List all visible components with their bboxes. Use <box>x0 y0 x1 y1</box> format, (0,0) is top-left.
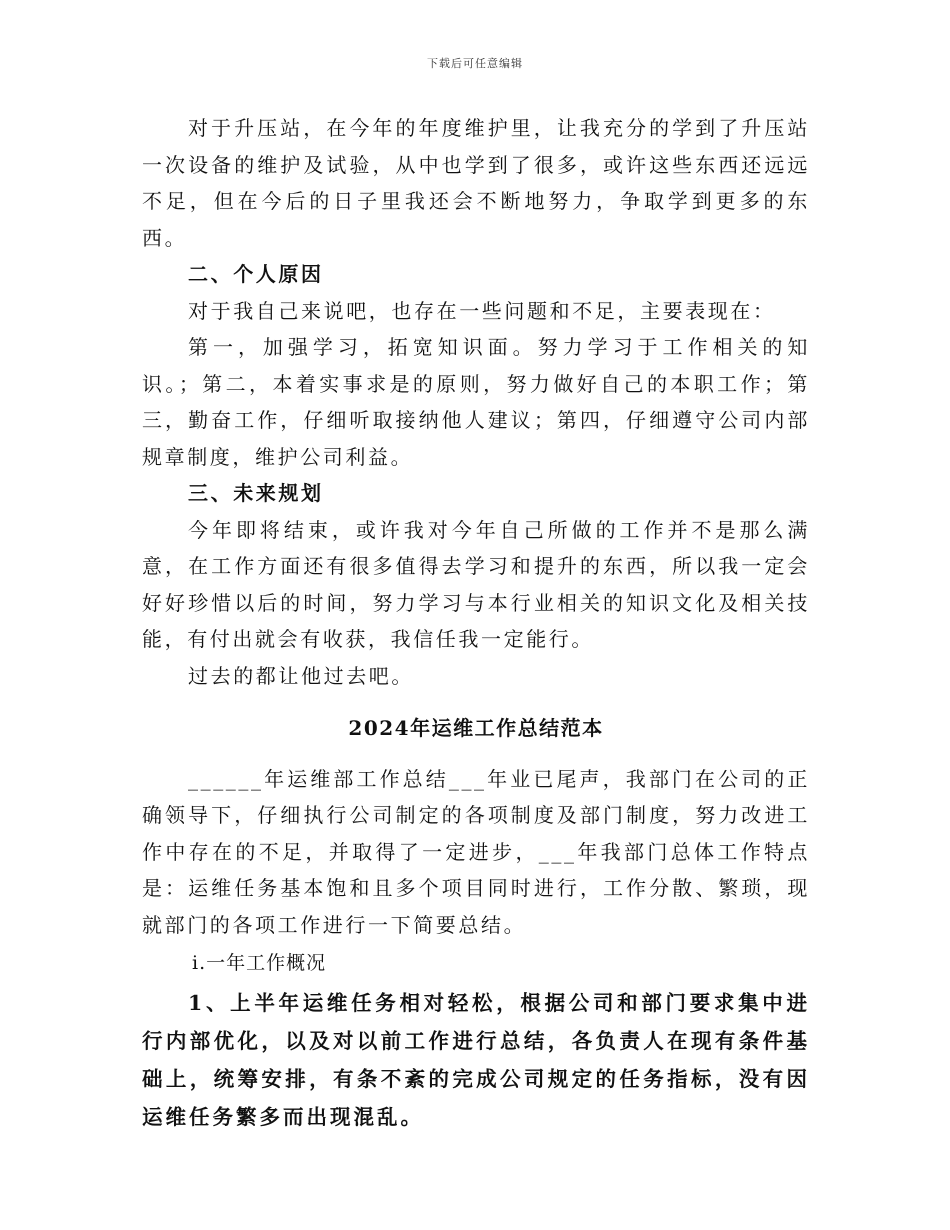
document-body <box>142 110 810 1136</box>
paragraph-problems-intro: 对于我自己来说吧，也存在一些问题和不足，主要表现在： <box>188 298 776 323</box>
paragraph-improvements: 第一，加强学习，拓宽知识面。努力学习于工作相关的知识。；第二，本着实事求是的原则，努力做好自己的本职工作；第三，勤奋工作，仔细听取接纳他人建议；第四，仔细遵守公司内部规章制度，维护公司利益。 <box>142 335 810 469</box>
paragraph-summary-intro: ______年运维部工作总结___年业已尾声，我部门在公司的正确领导下，仔细执行公司制定的各项制度及部门制度，努力改进工作中存在的不足，并取得了一定进步，___年我部门总体工作特点是：运维任务基本饱和且多个项目同时进行，工作分散、繁琐，现就部门的各项工作进行一下简要总结。 <box>142 766 810 937</box>
paragraph-first-half-year: 1、上半年运维任务相对轻松，根据公司和部门要求集中进行内部优化，以及对以前工作进行总结，各负责人在现有条件基础上，统筹安排，有条不紊的完成公司规定的任务指标，没有因运维任务繁多而出现混乱。 <box>142 991 810 1129</box>
paragraph-substation: 对于升压站，在今年的年度维护里，让我充分的学到了升压站一次设备的维护及试验，从中也学到了很多，或许这些东西还远远不足，但在今后的日子里我还会不断地努力，争取学到更多的东西。 <box>142 116 810 250</box>
heading-future-plan: 三、未来规划 <box>188 481 324 505</box>
paragraph-future-plan: 今年即将结束，或许我对今年自己所做的工作并不是那么满意，在工作方面还有很多值得去学习和提升的东西，所以我一定会好好珍惜以后的时间，努力学习与本行业相关的知识文化及相关技能，有付出就会有收获，我信任我一定能行。 <box>142 517 810 651</box>
heading-personal-reasons: 二、个人原因 <box>188 262 324 286</box>
document-title: 2024年运维工作总结范本 <box>348 716 604 740</box>
section-heading-overview: ⅰ.一年工作概况 <box>192 952 327 974</box>
paragraph-closing: 过去的都让他过去吧。 <box>188 663 414 688</box>
page-header-note: 下载后可任意编辑 <box>427 57 523 70</box>
